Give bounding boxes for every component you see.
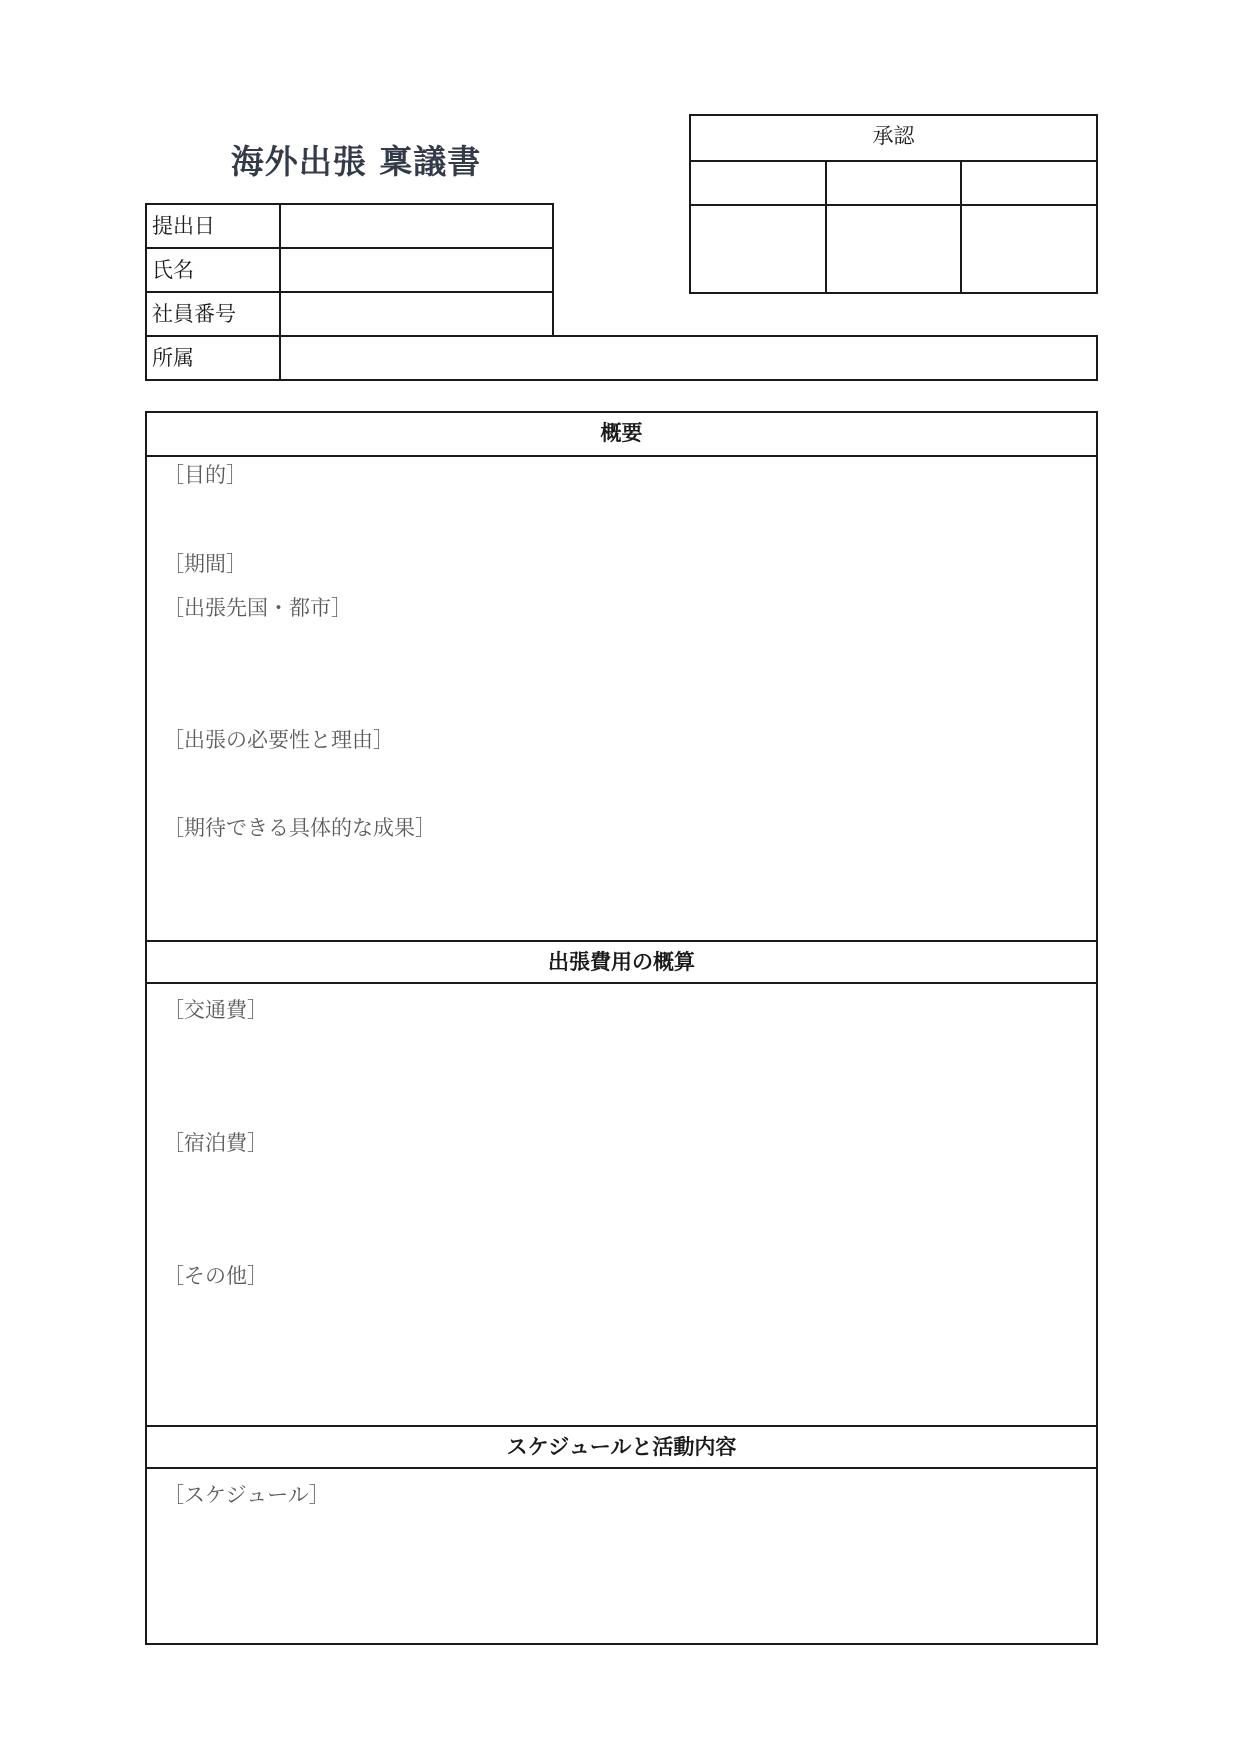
approval-stamp-cell[interactable] [962, 204, 1096, 292]
document-title: 海外出張 稟議書 [230, 142, 482, 181]
approver-title-cell[interactable] [827, 160, 963, 204]
necessity-field[interactable]: ［出張の必要性と理由］ [163, 728, 394, 752]
transport-cost-field[interactable]: ［交通費］ [163, 998, 268, 1022]
proposal-form [145, 411, 1098, 1645]
schedule-field[interactable]: ［スケジュール］ [163, 1483, 330, 1507]
purpose-field[interactable]: ［目的］ [163, 463, 247, 487]
approval-header: 承認 [691, 116, 1096, 162]
department-label: 所属 [145, 335, 281, 381]
approval-stamp-cell[interactable] [691, 204, 827, 292]
expected-outcomes-field[interactable]: ［期待できる具体的な成果］ [163, 816, 436, 840]
other-cost-field[interactable]: ［その他］ [163, 1264, 268, 1288]
approval-stamp-row [691, 204, 1096, 292]
name-row [145, 247, 554, 293]
overview-heading: 概要 [147, 413, 1096, 457]
name-field[interactable] [281, 247, 554, 293]
department-row [145, 335, 1098, 381]
submit-date-field[interactable] [281, 203, 554, 249]
approver-title-cell[interactable] [962, 160, 1096, 204]
approval-title-row [691, 160, 1096, 206]
destination-field[interactable]: ［出張先国・都市］ [163, 596, 352, 620]
name-label: 氏名 [145, 247, 281, 293]
approval-box [689, 114, 1098, 294]
submit-date-row [145, 203, 554, 249]
department-field[interactable] [281, 335, 1098, 381]
costs-heading: 出張費用の概算 [147, 940, 1096, 984]
employee-no-field[interactable] [281, 291, 554, 337]
approver-title-cell[interactable] [691, 160, 827, 204]
lodging-cost-field[interactable]: ［宿泊費］ [163, 1131, 268, 1155]
employee-no-row [145, 291, 554, 337]
approval-stamp-cell[interactable] [827, 204, 963, 292]
period-field[interactable]: ［期間］ [163, 552, 247, 576]
schedule-heading: スケジュールと活動内容 [147, 1425, 1096, 1469]
submit-date-label: 提出日 [145, 203, 281, 249]
employee-no-label: 社員番号 [145, 291, 281, 337]
